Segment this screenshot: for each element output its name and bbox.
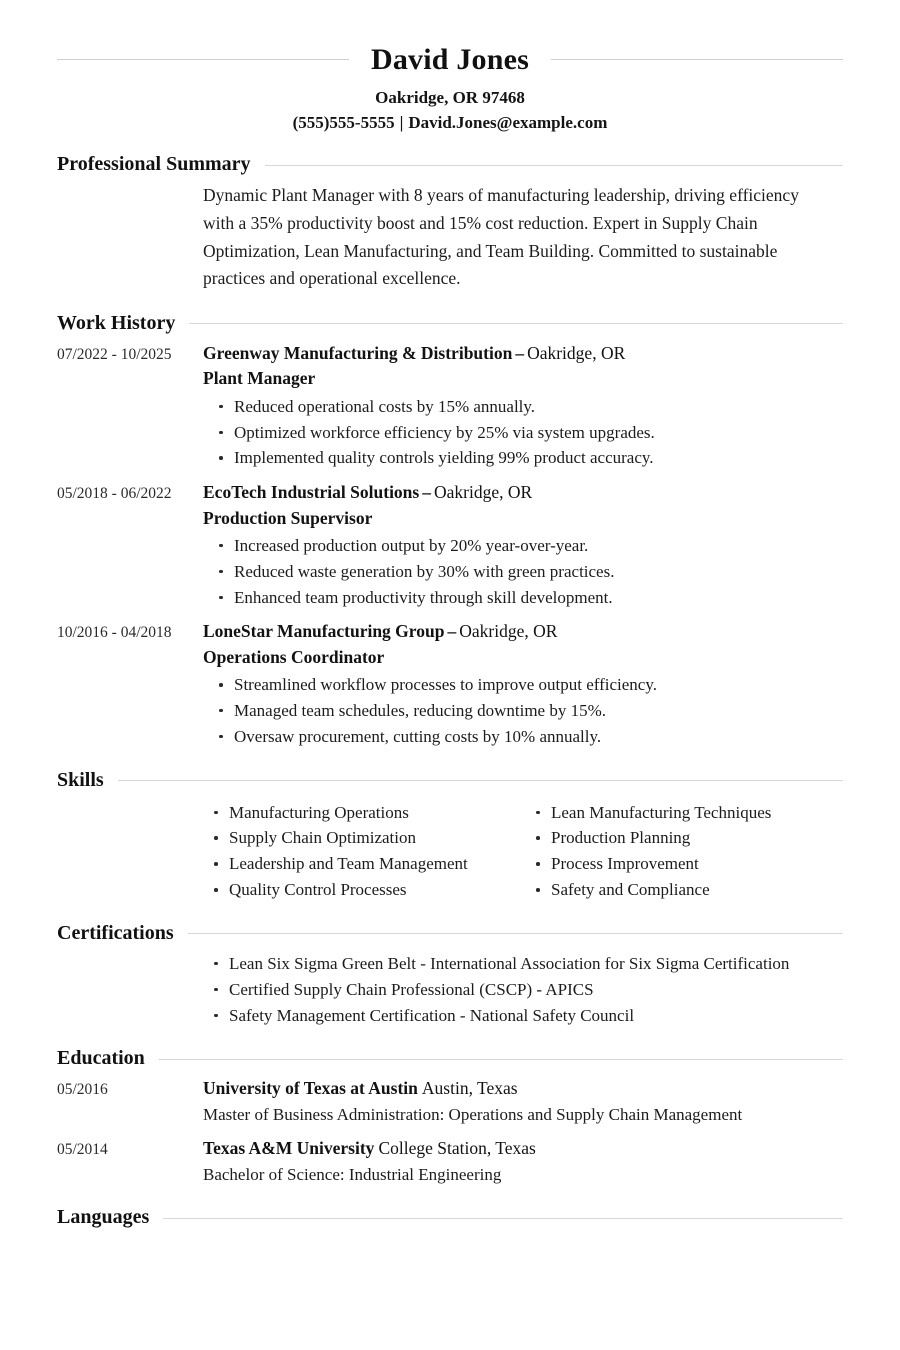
- education-entry-degree: Bachelor of Science: Industrial Engineering: [203, 1164, 502, 1184]
- education-entry-school-line: [203, 1076, 843, 1101]
- section-languages: [0, 1206, 900, 1228]
- work-entry-location: Oakridge, OR: [459, 621, 558, 642]
- section-header-work-history: [57, 312, 843, 334]
- education-entry-school: Texas A&M University: [203, 1138, 375, 1159]
- section-rule: [159, 1059, 843, 1060]
- contact-separator: |: [399, 112, 404, 132]
- contact-email: David.Jones@example.com: [408, 112, 608, 132]
- list-item: Supply Chain Optimization: [203, 825, 523, 851]
- section-header-certifications: [57, 922, 843, 944]
- section-title: Skills: [57, 768, 104, 791]
- summary-text: Dynamic Plant Manager with 8 years of manufacturing leadership, driving efficiency with a 35% productivity boost and 15% cost reduction. Expert in Supply Chain Optimization, Lean Manufacturing, and Team Building. Committed to sustainable practices and operational excellence.: [203, 185, 799, 289]
- list-item: Implemented quality controls yielding 99% product accuracy.: [203, 445, 843, 471]
- contact-phone: (555)555-5555: [292, 112, 395, 132]
- candidate-name: David Jones: [370, 43, 530, 76]
- work-entry-location: Oakridge, OR: [527, 342, 626, 363]
- section-rule: [118, 780, 843, 781]
- work-entry-org-line: [203, 619, 843, 644]
- work-entry-org-line: [203, 341, 843, 366]
- work-entry-content: [203, 341, 843, 471]
- work-entry-title: Production Supervisor: [203, 507, 373, 528]
- section-body-professional-summary: [57, 182, 843, 293]
- education-entry-school: University of Texas at Austin: [203, 1078, 418, 1099]
- section-work-history: [0, 312, 900, 750]
- section-body-work-history: [57, 341, 843, 750]
- contact-phone-email: [0, 112, 900, 134]
- section-body-skills: [57, 798, 843, 903]
- work-entry-bullets: [203, 394, 843, 471]
- list-item: Reduced waste generation by 30% with green practices.: [203, 559, 843, 585]
- list-item: Process Improvement: [523, 851, 843, 877]
- work-entry-content: [203, 619, 843, 749]
- section-header-skills: [57, 769, 843, 791]
- section-title: Professional Summary: [57, 153, 251, 176]
- summary-wrap: [57, 182, 843, 293]
- skills-wrap: [57, 798, 843, 903]
- name-rule-right: [551, 59, 843, 60]
- list-item: Leadership and Team Management: [203, 851, 523, 877]
- work-entry-dates: 05/2018 - 06/2022: [57, 485, 172, 503]
- list-item: Production Planning: [523, 825, 843, 851]
- section-rule: [188, 933, 843, 934]
- work-entry-location: Oakridge, OR: [433, 482, 533, 503]
- education-entry-date: 05/2014: [57, 1141, 108, 1159]
- skills-columns: [203, 798, 843, 903]
- education-entry-degree: Master of Business Administration: Operations and Supply Chain Management: [203, 1104, 743, 1124]
- section-title: Education: [57, 1047, 145, 1070]
- section-title: Certifications: [57, 921, 174, 944]
- section-title: Languages: [57, 1206, 150, 1229]
- section-body-certifications: [57, 951, 843, 1028]
- list-item: Oversaw procurement, cutting costs by 10% annually.: [203, 724, 843, 750]
- work-entry-company: EcoTech Industrial Solutions: [203, 482, 420, 503]
- name-rule-left: [57, 59, 349, 60]
- section-education: [0, 1047, 900, 1187]
- section-header-education: [57, 1047, 843, 1069]
- list-item: Lean Six Sigma Green Belt - International Association for Six Sigma Certification: [203, 951, 809, 977]
- section-body-education: [57, 1076, 843, 1187]
- list-item: Safety Management Certification - National Safety Council: [203, 1003, 809, 1029]
- list-item: Reduced operational costs by 15% annually.: [203, 394, 843, 420]
- certifications-wrap: [57, 951, 843, 1028]
- work-entry-org-line: [203, 480, 843, 505]
- work-entry-bullets: [203, 533, 843, 610]
- section-rule: [189, 323, 843, 324]
- education-entry-date: 05/2016: [57, 1081, 108, 1099]
- list-item: Enhanced team productivity through skill development.: [203, 585, 843, 611]
- skills-column-right: [523, 798, 843, 903]
- education-entry-content: [203, 1076, 843, 1127]
- section-certifications: [0, 922, 900, 1028]
- section-header-professional-summary: [57, 153, 843, 175]
- list-item: Streamlined workflow processes to improve output efficiency.: [203, 672, 843, 698]
- work-entry-bullets: [203, 672, 843, 749]
- work-entry-content: [203, 480, 843, 610]
- education-entry-content: [203, 1136, 843, 1187]
- section-professional-summary: [0, 153, 900, 293]
- list-item: Optimized workforce efficiency by 25% via system upgrades.: [203, 420, 843, 446]
- section-skills: [0, 769, 900, 903]
- skills-column-left: [203, 798, 523, 903]
- work-entry-dates: 10/2016 - 04/2018: [57, 624, 172, 642]
- list-item: Certified Supply Chain Professional (CSCP) - APICS: [203, 977, 809, 1003]
- section-header-languages: [57, 1206, 843, 1228]
- work-entry-dash: –: [422, 482, 431, 503]
- section-title: Work History: [57, 311, 176, 334]
- education-entry-school-line: [203, 1136, 843, 1161]
- work-entry-title: Operations Coordinator: [203, 646, 385, 667]
- skills-list-right: [523, 800, 843, 903]
- work-entry-company: LoneStar Manufacturing Group: [203, 621, 445, 642]
- work-entry: [57, 341, 843, 471]
- name-row: [0, 44, 900, 76]
- work-entry: [57, 480, 843, 610]
- list-item: Manufacturing Operations: [203, 800, 523, 826]
- list-item: Lean Manufacturing Techniques: [523, 800, 843, 826]
- work-entry-dates: 07/2022 - 10/2025: [57, 345, 172, 363]
- skills-list-left: [203, 800, 523, 903]
- certifications-list: [203, 951, 843, 1028]
- section-rule: [163, 1218, 843, 1219]
- education-entry-location: Austin, Texas: [421, 1078, 518, 1099]
- list-item: Increased production output by 20% year-over-year.: [203, 533, 843, 559]
- section-rule: [265, 165, 843, 166]
- education-entry-location: College Station, Texas: [378, 1138, 536, 1159]
- education-entry: [57, 1076, 843, 1127]
- work-entry-company: Greenway Manufacturing & Distribution: [203, 342, 513, 363]
- work-entry-title: Plant Manager: [203, 368, 316, 389]
- contact-address: Oakridge, OR 97468: [375, 87, 525, 107]
- work-entry-dash: –: [515, 342, 525, 363]
- list-item: Quality Control Processes: [203, 877, 523, 903]
- resume-header: [0, 0, 900, 134]
- list-item: Managed team schedules, reducing downtime by 15%.: [203, 698, 843, 724]
- work-entry-dash: –: [447, 621, 457, 642]
- list-item: Safety and Compliance: [523, 877, 843, 903]
- work-entry: [57, 619, 843, 749]
- education-entry: [57, 1136, 843, 1187]
